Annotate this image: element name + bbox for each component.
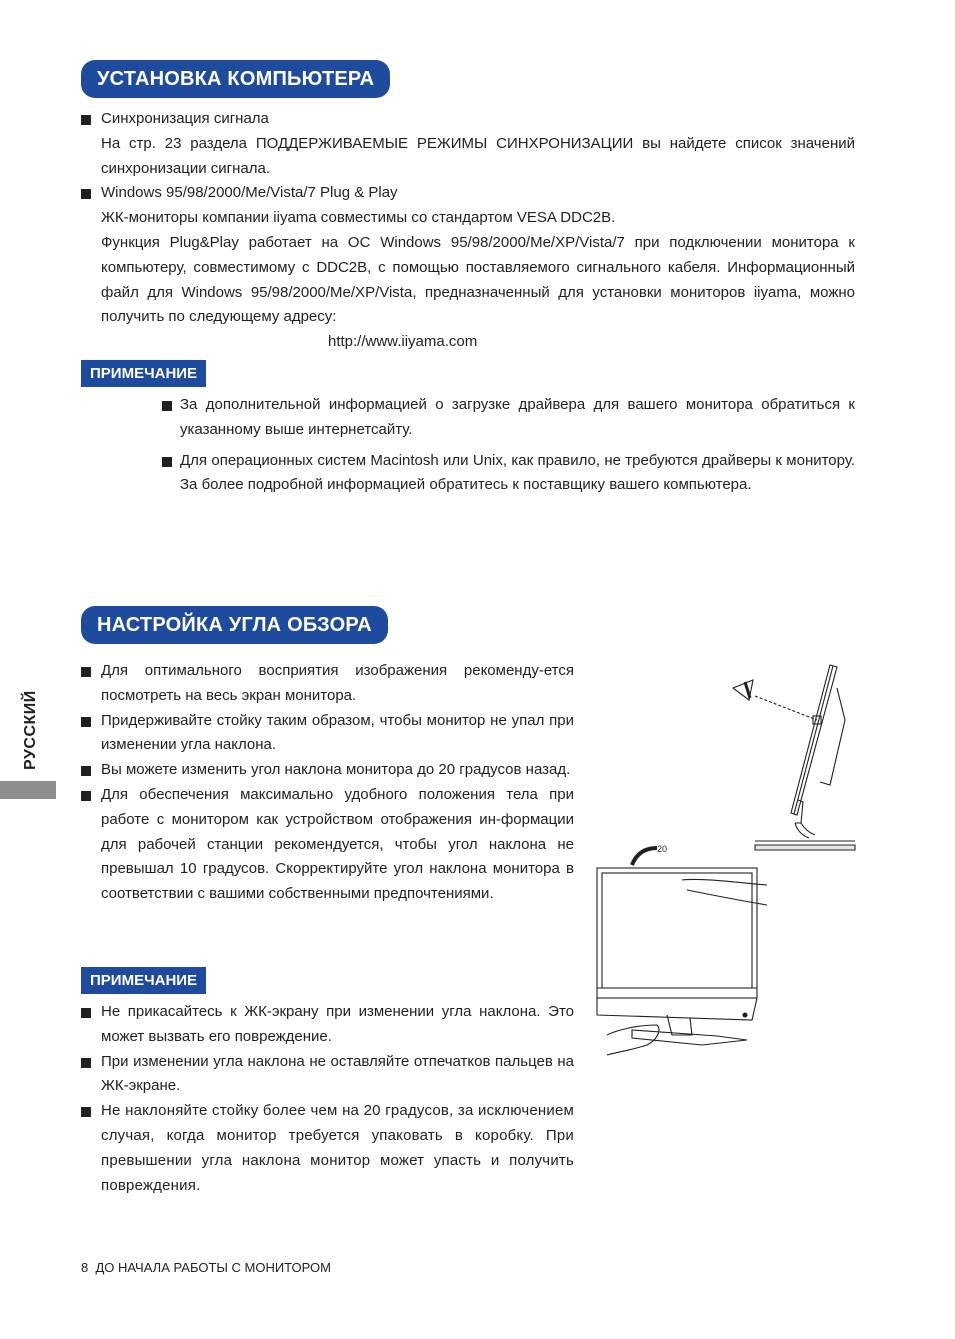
note-text: Не наклоняйте стойку более чем на 20 градусов, за исключением случая, когда монитор требуется упаковать в коробку. При превышении угла наклона монитор может упасть и получить повреждения. xyxy=(101,1102,574,1194)
section-title-text: УСТАНОВКА КОМПЬЮТЕРА xyxy=(97,68,375,90)
language-tab-bar xyxy=(0,781,56,799)
section-title-viewing-angle xyxy=(81,606,388,644)
section-title-computer-setup xyxy=(81,60,390,98)
item-text: Функция Plug&Play работает на ОС Windows 95/98/2000/Me/XP/Vista/7 при подключении монитора к компьютеру, совместимому с DDC2B, с помощью поставляемого сигнального кабеля. Информационный файл для Windows 95/98/2000/Me/XP/Vista, предназначенный для установки мониторов iiyama, можно получить по следующему адресу: xyxy=(101,233,855,326)
note-text: За дополнительной информацией о загрузке драйвера для вашего монитора обратиться к указанному выше интернетсайту. xyxy=(180,396,855,438)
list-item xyxy=(81,107,855,132)
item-text: Придерживайте стойку таким образом, чтобы монитор не упал при изменении угла наклона. xyxy=(101,711,574,754)
bullet-square-icon xyxy=(81,1058,91,1068)
note-item xyxy=(81,1050,574,1100)
note-text: Не прикасайтесь к ЖК-экрану при изменении угла наклона. Это может вызвать его повреждение. xyxy=(101,1003,574,1045)
note-item xyxy=(81,1000,574,1050)
angle-label: 20 xyxy=(657,844,668,854)
note-text: Для операционных систем Macintosh или Unix, как правило, не требуются драйверы к монитору. За более подробной информацией обратитесь к поставщику вашего компьютера. xyxy=(180,451,855,494)
tilt-arrow-icon xyxy=(632,848,657,865)
item-text: ЖК-мониторы компании iiyama совместимы со стандартом VESA DDC2B. xyxy=(101,209,616,227)
list-item xyxy=(81,783,574,907)
item-heading: Windows 95/98/2000/Me/Vista/7 Plug & Play xyxy=(101,184,398,202)
bullet-square-icon xyxy=(81,717,91,727)
list-item xyxy=(81,758,574,783)
bullet-square-icon xyxy=(81,115,91,125)
bullet-square-icon xyxy=(162,457,172,467)
section1-body xyxy=(81,107,855,355)
bullet-square-icon xyxy=(81,766,91,776)
item-text: Вы можете изменить угол наклона монитора до 20 градусов назад. xyxy=(101,761,571,779)
section-title-text: НАСТРОЙКА УГЛА ОБЗОРА xyxy=(97,614,372,636)
list-item xyxy=(81,181,855,206)
item-text: Для обеспечения максимально удобного положения тела при работе с монитором как устройством отображения ин-формации для рабочей станции рекомендуется, чтобы угол наклона не превышал 10 градусов. Скорректируйте угол наклона монитора в соответствии с вашими собственными предпочтениями. xyxy=(101,785,574,903)
section2-notes xyxy=(81,1000,574,1198)
note-text: При изменении угла наклона не оставляйте отпечатков пальцев на ЖК-экране. xyxy=(101,1052,574,1095)
footer-title: ДО НАЧАЛА РАБОТЫ С МОНИТОРОМ xyxy=(95,1260,331,1275)
monitor-front-view-illustration xyxy=(592,840,772,1060)
note-badge xyxy=(81,967,206,994)
bullet-square-icon xyxy=(162,401,172,411)
section1-notes xyxy=(162,393,855,498)
section2-body xyxy=(81,659,574,907)
bullet-square-icon xyxy=(81,791,91,801)
list-item xyxy=(81,709,574,759)
item-text: Для оптимального восприятия изображения рекоменду-ется посмотреть на весь экран монитора. xyxy=(101,662,574,704)
bullet-square-icon xyxy=(81,667,91,677)
note-item xyxy=(162,449,855,499)
item-heading: Синхронизация сигнала xyxy=(101,110,269,127)
iiyama-url-link[interactable]: http://www.iiyama.com xyxy=(328,333,478,351)
language-label: РУССКИЙ xyxy=(22,690,39,770)
bullet-square-icon xyxy=(81,189,91,199)
monitor-side-view-illustration xyxy=(725,660,860,855)
note-item xyxy=(162,393,855,443)
language-tab xyxy=(22,680,52,770)
note-label: ПРИМЕЧАНИЕ xyxy=(90,972,198,989)
note-item xyxy=(81,1099,574,1198)
bullet-square-icon xyxy=(81,1008,91,1018)
note-label: ПРИМЕЧАНИЕ xyxy=(90,365,198,382)
page-number: 8 xyxy=(81,1260,89,1275)
bullet-square-icon xyxy=(81,1107,91,1117)
note-badge xyxy=(81,360,206,387)
page-footer xyxy=(81,1260,331,1275)
item-text: На стр. 23 раздела ПОДДЕРЖИВАЕМЫЕ РЕЖИМЫ СИНХРОНИЗАЦИИ вы найдете список значений синхронизации сигнала. xyxy=(101,134,855,177)
list-item xyxy=(81,659,574,709)
